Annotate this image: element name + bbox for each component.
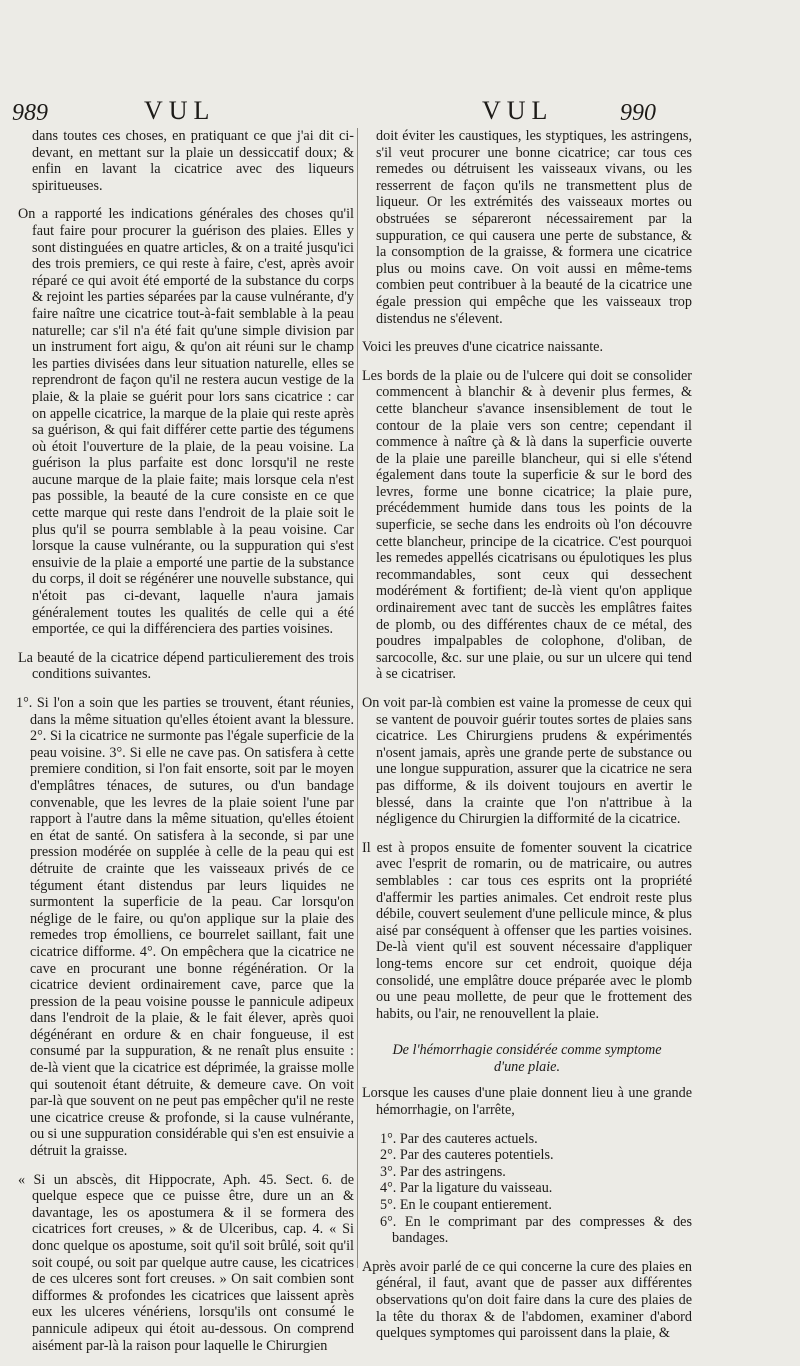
list-item: 5°. En le coupant entierement. [380,1197,552,1214]
paragraph: On a rapporté les indications générales des choses qu'il faut faire pour procurer la guérison des plaies. Elles y sont distinguées en quatre articles, & on a traité jusqu'ici des trois premiers, ce qui reste à faire, c'est, après avoir réparé ce qui avoit été emporté de la substance du corps & rejoint les parties séparées par la cause vulnérante, d'y faire naître une cicatrice tout-à-fait semblable à la peau naturelle; car s'il n'a été fait qu'une simple division par un instrument fort aigu, & qu'on ait réuni sur le champ les parties divisées dans leur situation naturelle, elles se reprendront de façon qu'il ne restera aucun vestige de la plaie, & la plaie se guérit pour lors sans cicatrice : car on appelle cicatrice, la marque de la plaie qui reste après sa guérison, & qui fait différer cette partie des tégumens où étoit l'ouverture de la plaie, de la peau voisine. La guérison la plus parfaite est donc lorsqu'il ne reste aucune marque de la plaie faite; mais lorsque cela n'est pas possible, la beauté de la cure consiste en ce que cette marque qui reste dans l'endroit de la plaie soit le plus qu'il se pourra semblable à la peau voisine. Car lorsque la cause vulnérante, ou la suppuration qui s'est ensuivie de la plaie a emporté une partie de la substance du corps, il doit se régénérer une nouvelle substance, qui n'étoit pas ci-devant, laquelle n'aura jamais généralement toutes les qualités de celle qui a été emportée, ce qui la différenciera des parties voisines. [18,206,354,638]
running-head-right: VUL [482,96,554,125]
paragraph: Les bords de la plaie ou de l'ulcere qui doit se consolider commencent à blanchir & à devenir plus fermes, & cette blancheur s'avance insensiblement de tout le contour de la plaie vers son centre; cependant il commence à naître çà & là dans la superficie ouverte de la plaie une pareille blancheur, qui si elle s'étend également dans toute la superficie & sur le bord des levres, forme une bonne cicatrice; la plaie pure, précédemment humide dans tous les points de la superficie, se seche dans les endroits où l'on découvre cette blancheur, principe de la cicatrice. C'est pourquoi les remedes appellés cicatrisans ou épulotiques les plus recommandables, sont ceux qui dessechent modérément & fortifient; de-là vient qu'on applique ordinairement avec tant de succès les emplâtres faites de plomb, ou des différentes chaux de ce métal, des poudres impalpables de colophone, d'oliban, de sarcocolle, &c. sur une plaie, ou sur un ulcere qui tend à se cicatriser. [362,367,692,683]
page-header [0,96,800,132]
section-heading: De l'hémorrhagie considérée comme symptome d'une plaie. [392,1042,662,1075]
quotation-paragraph: « Si un abscès, dit Hippocrate, Aph. 45. Sect. 6. de quelque espece que ce puisse être, dure un an & davantage, les os apostumera & il se formera des cicatrices fort creuses, » & de Ulceribus, cap. 4. « Si donc quelque os apostume, soit qu'il soit brûlé, soit qu'il soit coupé, ou soit par quelque autre cause, les cicatrices de ces ulceres sont fort creuses. » On sait combien sont difformes & profondes les cicatrices que laissent après eux les ulceres vénériens, lorsqu'ils ont consumé le pannicule adipeux qui étoit au-dessous. On comprend aisément par-là la raison pour laquelle le Chirurgien [18,1171,354,1354]
list-item: 4°. Par la ligature du vaisseau. [380,1180,553,1197]
section-lead: Voici les preuves d'une cicatrice naissante. [362,339,604,356]
column-rule [357,128,358,1268]
paragraph: Il est à propos ensuite de fomenter souvent la cicatrice avec l'esprit de romarin, ou de matricaire, ou autres semblables : car tous ces esprits ont la propriété d'affermir les parties animales. Cet endroit reste plus débile, couvert seulement d'une pellicule mince, & plus aisé par conséquent à offenser que les parties voisines. De-là vient qu'il est souvent nécessaire d'appliquer long-tems encore sur cet endroit, quoique déja consolidé, une emplâtre douce préparée avec le plomb ou une peau mollette, de peur que le frottement des habits, ou l'air, ne renouvellent la plaie. [362,839,692,1022]
page-number-left: 989 [12,100,48,126]
list-item: 3°. Par des astringens. [380,1163,506,1180]
left-column [18,128,354,1366]
paragraph: doit éviter les caustiques, les styptiques, les astringens, s'il veut procurer une bonne cicatrice; car tous ces remedes ou détruisent les vaisseaux vivans, ou les resserrent de façon qu'ils ne transmettent plus de liqueur. Or les extrémités des vaisseaux mortes ou obstruées se sépareront nécessairement par la suppuration, ce qui causera une perte de substance, & la consomption de la graisse, & formera une cicatrice plus ou moins cave. On voit aussi en même-tems combien peut contribuer à la beauté de la cicatrice une égale pression qui empêche que les vaisseaux trop distendus ne s'élevent. [376,128,692,327]
paragraph: Après avoir parlé de ce qui concerne la cure des plaies en général, il faut, avant que de passer aux différentes observations qu'on doit faire dans la cure des plaies de la tête du thorax & de l'abdomen, examiner d'abord quelques symptomes qui paroissent dans la plaie, & [362,1258,692,1342]
paragraph: On voit par-là combien est vaine la promesse de ceux qui se vantent de pouvoir guérir toutes sortes de plaies sans cicatrice. Les Chirurgiens prudens & expérimentés n'osent jamais, après une grande perte de substance ou une longue suppuration, assurer que la cicatrice ne sera pas difforme, & ils doivent toujours en avertir le blessé, dans la crainte que l'on n'attribue à la négligence du Chirurgien la difformité de la cicatrice. [362,695,692,828]
right-column [362,128,692,1354]
paragraph: La beauté de la cicatrice dépend particulierement des trois conditions suivantes. [18,649,354,683]
list-item: 6°. En le comprimant par des compresses & des bandages. [380,1213,692,1247]
paragraph: 1°. Si l'on a soin que les parties se trouvent, étant réunies, dans la même situation qu'elles étoient avant la blessure. 2°. Si la cicatrice ne surmonte pas l'égale superficie de la peau voisine. 3°. Si elle ne cave pas. On satisfera à cette premiere condition, si l'on fait ensorte, soit par le moyen d'emplâtres ténaces, de sutures, ou d'un bandage convenable, que les levres de la plaie soient l'une par rapport à l'autre dans la même situation, qu'elles étoient en état de santé. On satisfera à la seconde, si par une pression modérée on supplée à celle de la peau qui est détruite de crainte que les vaisseaux privés de ce tégument étant distendus par leurs liquides ne surmontent la superficie de la peau. Car lorsqu'on néglige de le faire, ou qu'on applique sur la plaie des remedes trop émolliens, ce bourrelet saillant, fait une cicatrice difforme. 4°. On empêchera que la cicatrice ne cave en procurant une bonne régénération. Or la cicatrice devient ordinairement cave, parce que la pression de la peau voisine pousse le pannicule adipeux dans l'endroit de la plaie, & le fait élever, après quoi dégénérant en ordure & en chair fongueuse, il est consumé par la suppuration, & ne renaît plus ensuite : de-là vient que la cicatrice est déprimée, la graisse molle qui soutenoit étant détruite, & demeure cave. On voit par-là que souvent on ne peut pas empêcher qu'il ne reste une cicatrice creuse & profonde, si la cause vulnérante, ou si une suppuration considérable qui s'en est ensuivie a détruit la graisse. [16,695,354,1160]
list-item: 1°. Par des cauteres actuels. [380,1130,538,1147]
page-number-right: 990 [620,100,656,126]
list-item: 2°. Par des cauteres potentiels. [380,1147,554,1164]
paragraph: Lorsque les causes d'une plaie donnent lieu à une grande hémorrhagie, on l'arrête, [362,1085,692,1119]
running-head-left: VUL [144,96,216,125]
numbered-list [362,1131,692,1247]
paragraph: dans toutes ces choses, en pratiquant ce que j'ai dit ci-devant, en mettant sur la plaie un dessiccatif doux; & enfin en lavant la cicatrice avec des liqueurs spiritueuses. [32,128,354,194]
